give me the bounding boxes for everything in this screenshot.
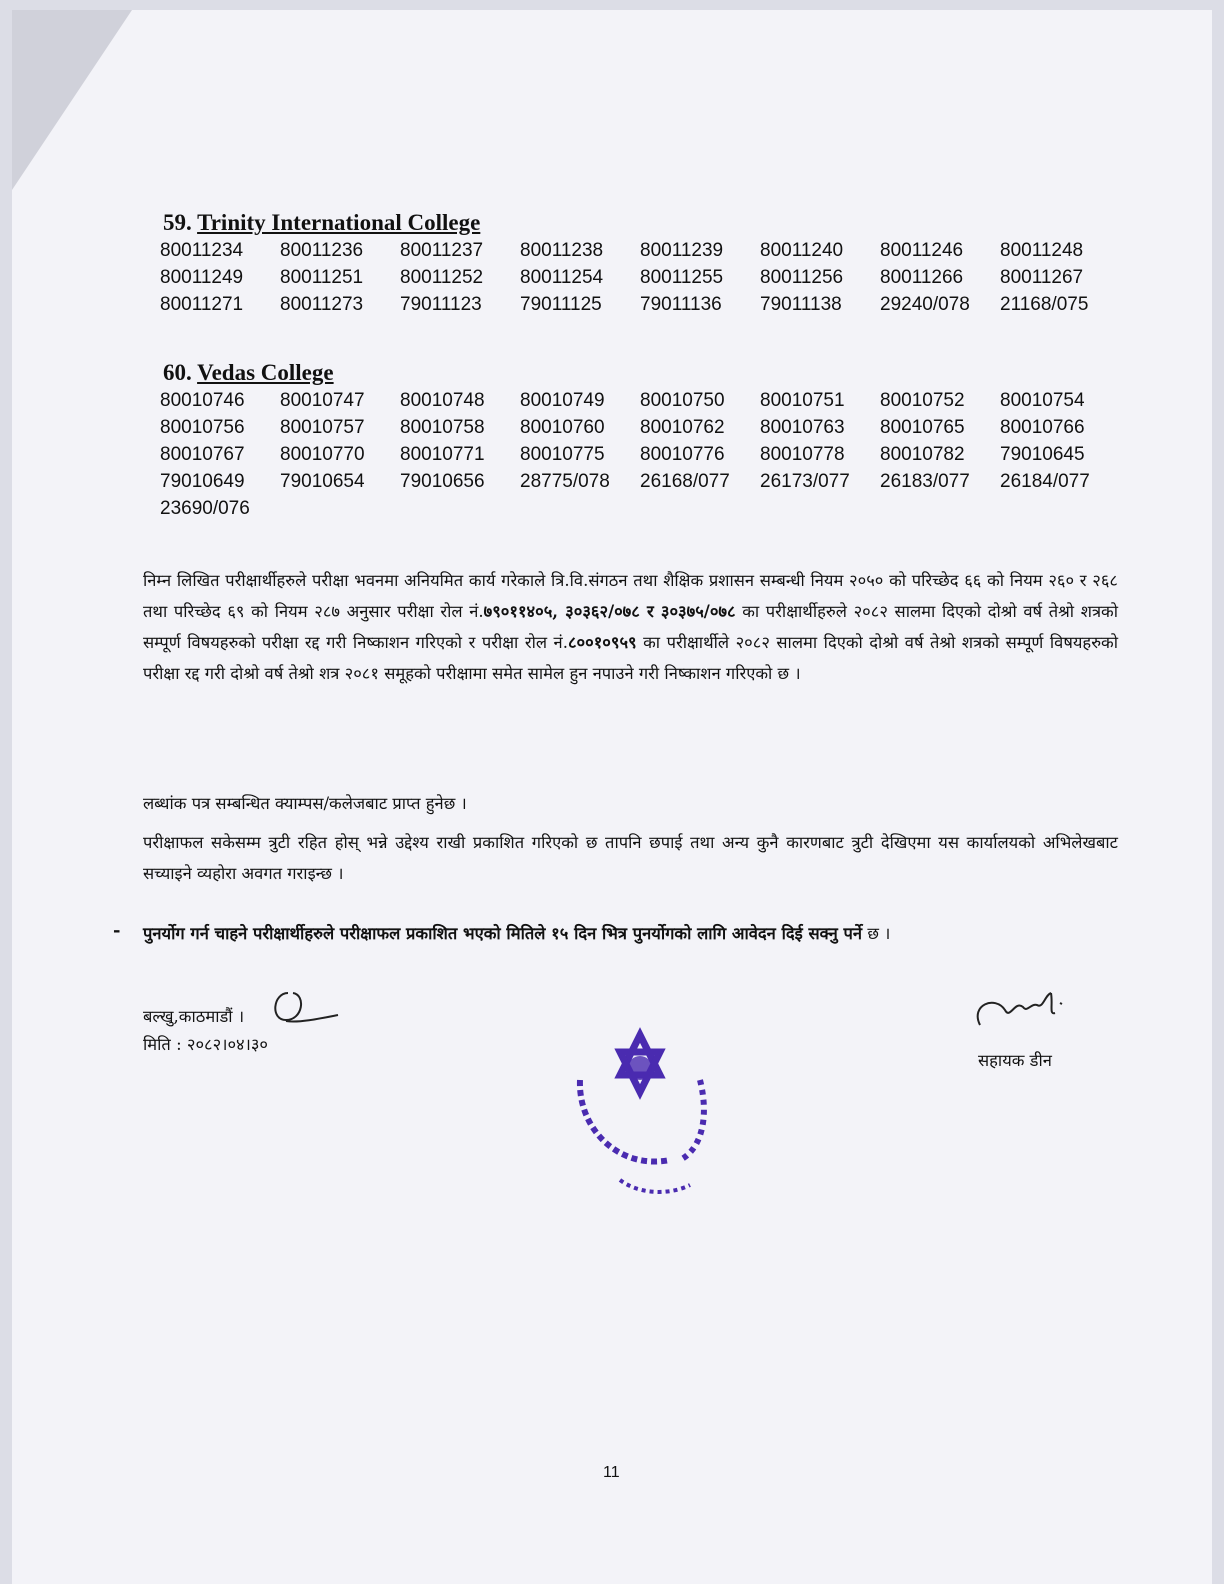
roll-number: 80010782 (880, 444, 965, 465)
roll-number: 80011240 (760, 240, 844, 261)
section-60-roll-list (160, 390, 1120, 520)
section-60-number: 60. (163, 360, 192, 385)
roll-number: 80011271 (160, 294, 244, 315)
retotaling-notice (143, 918, 1118, 949)
page-fold-corner (12, 10, 132, 190)
roll-number: 80010771 (400, 444, 485, 465)
roll-number: 80010778 (760, 444, 845, 465)
roll-number: 80010758 (400, 417, 485, 438)
roll-number: 79010654 (280, 471, 365, 492)
roll-number: 80011249 (160, 267, 244, 288)
roll-number: 80010765 (880, 417, 965, 438)
roll-number: 80011266 (880, 267, 964, 288)
roll-number: 80011234 (160, 240, 244, 261)
expulsion-text-2: का परीक्षार्थीहरुले २०८२ सालमा दिएको दोश्रो वर्ष तेश्रो शत्रको सम्पूर्ण विषयहरुको परीक्षा रद्द गरी निष्काशन गरिएको र परीक्षा रोल नं. (143, 602, 1119, 652)
roll-number: 80011238 (520, 240, 604, 261)
roll-number: 80011255 (640, 267, 724, 288)
roll-number: 80010754 (1000, 390, 1085, 411)
roll-number: 79011123 (400, 294, 482, 315)
roll-number: 80010762 (640, 417, 725, 438)
roll-number: 80010757 (280, 417, 365, 438)
expulsion-notice (143, 565, 1118, 689)
roll-number: 80010767 (160, 444, 245, 465)
roll-number: 79011138 (760, 294, 842, 315)
section-59-heading (163, 210, 480, 236)
roll-number: 80011256 (760, 267, 844, 288)
roll-number: 26184/077 (1000, 471, 1090, 492)
roll-number: 80011252 (400, 267, 484, 288)
official-seal-icon (560, 1020, 760, 1220)
roll-number: 80010763 (760, 417, 845, 438)
roll-number: 80010775 (520, 444, 605, 465)
roll-number: 80011246 (880, 240, 964, 261)
roll-number: 28775/078 (520, 471, 610, 492)
retotaling-end: छ । (867, 924, 891, 943)
section-60-heading (163, 360, 334, 386)
section-59-roll-list (160, 240, 1120, 316)
expelled-rolls-1: ७९०११४०५, ३०३६२/०७८ र ३०३७५/०७८ (483, 602, 736, 621)
roll-number: 80010756 (160, 417, 245, 438)
issue-place: बल्खु,काठमाडौं । (143, 1007, 245, 1026)
roll-number: 79011136 (640, 294, 722, 315)
section-59-number: 59. (163, 210, 192, 235)
section-60-name: Vedas College (197, 360, 334, 385)
issue-date: मिति : २०८२।०४।३० (143, 1035, 269, 1054)
roll-number: 80010747 (280, 390, 365, 411)
roll-number: 80011248 (1000, 240, 1084, 261)
bullet-dash: - (113, 920, 121, 941)
roll-number: 26173/077 (760, 471, 850, 492)
expulsion-text-3: का परीक्षार्थीले २०८२ सालमा दिएको दोश्रो वर्ष तेश्रो शत्रको सम्पूर्ण विषयहरुको परीक्षा रद्द गरी दोश्रो वर्ष तेश्रो शत्र २०८१ समूहको परीक्षामा समेत सामेल हुन नपाउने गरी निष्काशन गरिएको छ । (143, 633, 1119, 683)
section-59-name: Trinity International College (197, 210, 481, 235)
page-number: 11 (603, 1464, 620, 1481)
roll-number: 80011237 (400, 240, 484, 261)
roll-number: 29240/078 (880, 294, 970, 315)
assistant-dean-signature-icon (965, 985, 1075, 1045)
roll-number: 80010748 (400, 390, 485, 411)
roll-number: 80010770 (280, 444, 365, 465)
roll-number: 79011125 (520, 294, 602, 315)
roll-number: 80011273 (280, 294, 364, 315)
retotaling-text: पुनर्योग गर्न चाहने परीक्षार्थीहरुले परीक्षाफल प्रकाशित भएको मितिले १५ दिन भित्र पुनर्योगको लागि आवेदन दिई सक्नु पर्ने (143, 924, 863, 943)
roll-number: 23690/076 (160, 498, 250, 519)
roll-number: 21168/075 (1000, 294, 1089, 315)
roll-number: 80010776 (640, 444, 725, 465)
roll-number: 80011254 (520, 267, 604, 288)
expulsion-text-1: निम्न लिखित परीक्षार्थीहरुले परीक्षा भवनमा अनियमित कार्य गरेकाले त्रि.वि.संगठन तथा शैक्षिक प्रशासन सम्बन्धी नियम २०५० को परिच्छेद ६६ को नियम २६० र २६८ तथा परिच्छेद ६९ को नियम २८७ अनुसार परीक्षा रोल नं. (143, 571, 1118, 621)
roll-number: 80010751 (760, 390, 845, 411)
marksheet-notice: लब्धांक पत्र सम्बन्धित क्याम्पस/कलेजबाट प्राप्त हुनेछ । (143, 794, 467, 813)
roll-number: 80011236 (280, 240, 364, 261)
roll-number: 26183/077 (880, 471, 970, 492)
roll-number: 80010752 (880, 390, 965, 411)
roll-number: 79010645 (1000, 444, 1085, 465)
roll-number: 80011267 (1000, 267, 1084, 288)
roll-number: 80010746 (160, 390, 245, 411)
roll-number: 80011239 (640, 240, 724, 261)
error-notice: परीक्षाफल सकेसम्म त्रुटी रहित होस् भन्ने उद्देश्य राखी प्रकाशित गरिएको छ तापनि छपाई तथा अन्य कुनै कारणबाट त्रुटी देखिएमा यस कार्यालयको अभिलेखबाट सच्याइने व्यहोरा अवगत गराइन्छ । (143, 833, 1118, 883)
roll-number: 80010760 (520, 417, 605, 438)
roll-number: 80011251 (280, 267, 364, 288)
roll-number: 79010656 (400, 471, 485, 492)
signatory-title: सहायक डीन (978, 1051, 1052, 1070)
expelled-rolls-2: ८००१०९५९ (567, 633, 637, 652)
roll-number: 80010750 (640, 390, 725, 411)
roll-number: 80010766 (1000, 417, 1085, 438)
roll-number: 79010649 (160, 471, 245, 492)
roll-number: 80010749 (520, 390, 605, 411)
initial-signature-icon (258, 985, 348, 1035)
roll-number: 26168/077 (640, 471, 730, 492)
